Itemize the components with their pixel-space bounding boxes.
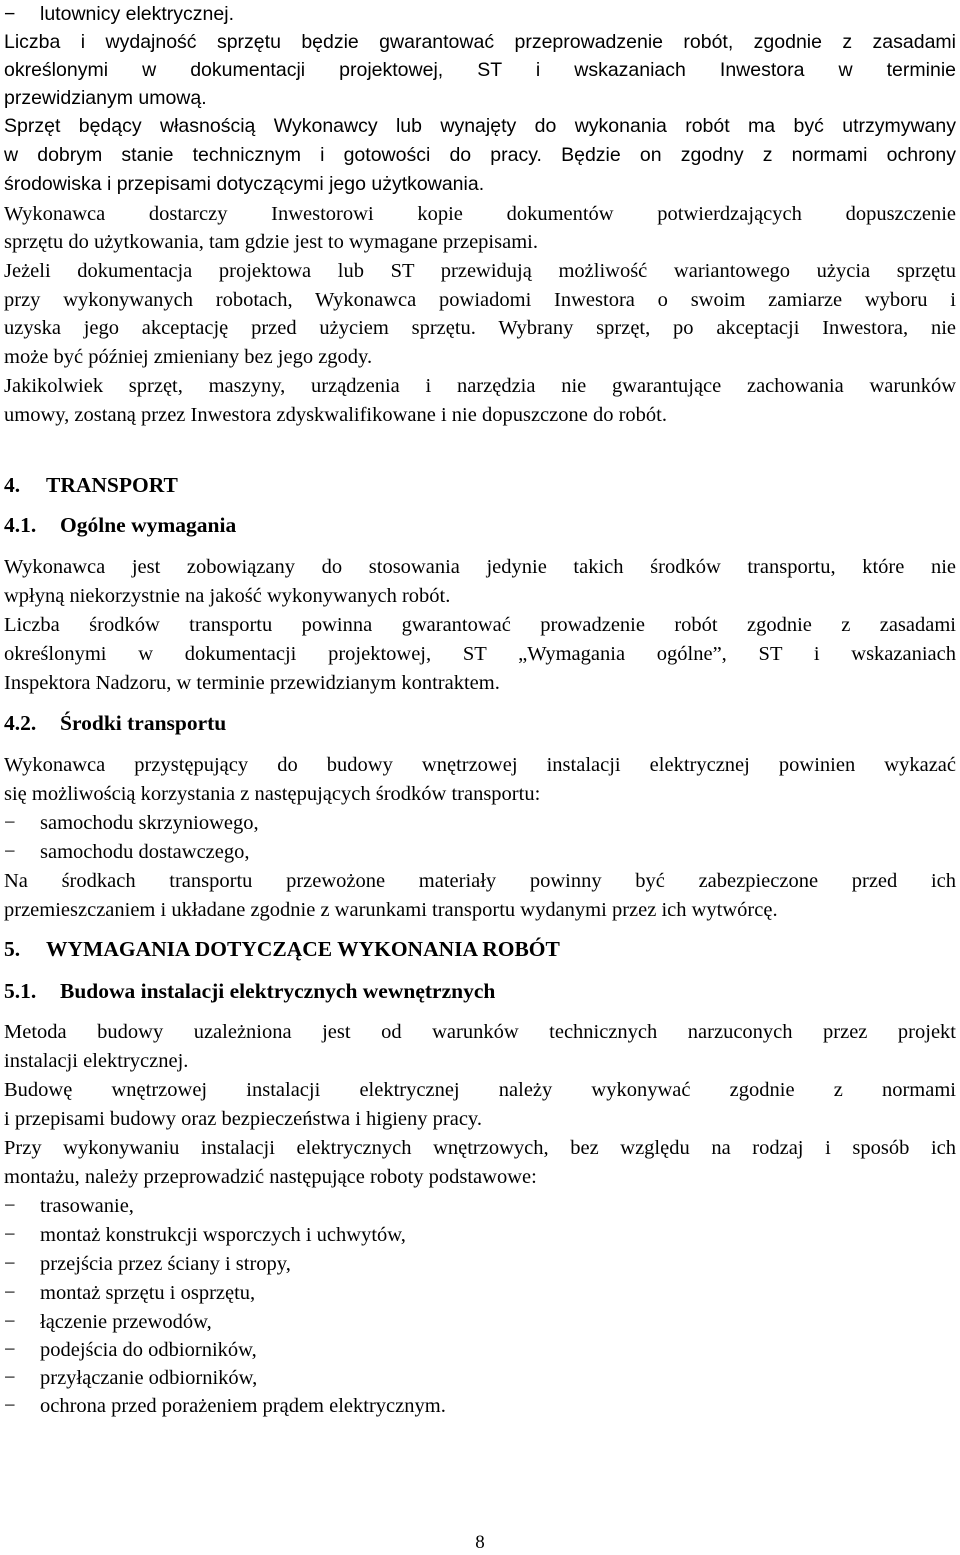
text-line: Wykonawca jest zobowiązany do stosowania jedynie takich środków transportu, które nie bbox=[4, 556, 956, 578]
text-line: Metoda budowy uzależniona jest od warunków technicznych narzuconych przez projekt bbox=[4, 1021, 956, 1043]
text-line: Jeżeli dokumentacja projektowa lub ST przewidują możliwość wariantowego użycia sprzętu bbox=[4, 260, 956, 282]
list-item-text: samochodu dostawczego, bbox=[40, 841, 250, 863]
list-item-text: łączenie przewodów, bbox=[40, 1311, 212, 1333]
section-number: 4.2. bbox=[4, 711, 37, 735]
text-line: instalacji elektrycznej. bbox=[4, 1050, 189, 1072]
text-line: Inspektora Nadzoru, w terminie przewidzianym kontraktem. bbox=[4, 672, 500, 694]
text-line: wpłyną niekorzystnie na jakość wykonywanych robót. bbox=[4, 585, 451, 607]
list-item-text: montaż sprzętu i osprzętu, bbox=[40, 1282, 256, 1304]
section-number: 4.1. bbox=[4, 513, 37, 537]
text-line: Wykonawca przystępujący do budowy wnętrzowej instalacji elektrycznej powinien wykazać bbox=[4, 754, 956, 776]
section-title: Ogólne wymagania bbox=[60, 513, 237, 537]
dash-bullet: − bbox=[4, 3, 16, 25]
text-line: się możliwością korzystania z następujących środków transportu: bbox=[4, 783, 541, 805]
section-title: Budowa instalacji elektrycznych wewnętrznych bbox=[60, 979, 496, 1003]
section-title: Środki transportu bbox=[60, 711, 227, 735]
dash-bullet: − bbox=[4, 1253, 16, 1275]
list-item-text: lutownicy elektrycznej. bbox=[40, 3, 234, 25]
section-number: 5. bbox=[4, 937, 21, 961]
text-line: przemieszczaniem i układane zgodnie z warunkami transportu wydanymi przez ich wytwórcę. bbox=[4, 899, 778, 921]
text-line: uzyska jego akceptację przed użyciem sprzętu. Wybrany sprzęt, po akceptacji Inwestora, nie bbox=[4, 317, 956, 339]
text-line: i przepisami budowy oraz bezpieczeństwa i higieny pracy. bbox=[4, 1108, 482, 1130]
list-item-text: montaż konstrukcji wsporczych i uchwytów, bbox=[40, 1224, 406, 1246]
text-line: sprzętu do użytkowania, tam gdzie jest to wymagane przepisami. bbox=[4, 231, 538, 253]
text-line: montażu, należy przeprowadzić następujące roboty podstawowe: bbox=[4, 1166, 537, 1188]
text-line: określonymi w dokumentacji projektowej, ST i wskazaniach Inwestora w terminie bbox=[4, 59, 956, 81]
list-item-text: przyłączanie odbiorników, bbox=[40, 1367, 258, 1389]
text-line: Jakikolwiek sprzęt, maszyny, urządzenia i narzędzia nie gwarantujące zachowania warunków bbox=[4, 375, 956, 397]
dash-bullet: − bbox=[4, 1367, 16, 1389]
text-line: określonymi w dokumentacji projektowej, ST „Wymagania ogólne”, ST i wskazaniach bbox=[4, 643, 956, 665]
dash-bullet: − bbox=[4, 1282, 16, 1304]
text-line: może być później zmieniany bez jego zgody. bbox=[4, 346, 373, 368]
list-item-text: samochodu skrzyniowego, bbox=[40, 812, 259, 834]
text-line: w dobrym stanie technicznym i gotowości do pracy. Będzie on zgodny z normami ochrony bbox=[4, 144, 956, 166]
text-line: Liczba i wydajność sprzętu będzie gwarantować przeprowadzenie robót, zgodnie z zasadami bbox=[4, 31, 956, 53]
text-line: Na środkach transportu przewożone materiały powinny być zabezpieczone przed ich bbox=[4, 870, 956, 892]
dash-bullet: − bbox=[4, 1311, 16, 1333]
text-line: Sprzęt będący własnością Wykonawcy lub wynajęty do wykonania robót ma być utrzymywany bbox=[4, 115, 956, 137]
text-line: Liczba środków transportu powinna gwarantować prowadzenie robót zgodnie z zasadami bbox=[4, 614, 956, 636]
dash-bullet: − bbox=[4, 1395, 16, 1417]
text-line: umowy, zostaną przez Inwestora zdyskwalifikowane i nie dopuszczone do robót. bbox=[4, 404, 667, 426]
section-number: 5.1. bbox=[4, 979, 37, 1003]
section-title: TRANSPORT bbox=[46, 473, 178, 497]
list-item-text: podejścia do odbiorników, bbox=[40, 1339, 257, 1361]
page-number: 8 bbox=[475, 1532, 485, 1553]
text-line: Budowę wnętrzowej instalacji elektrycznej należy wykonywać zgodnie z normami bbox=[4, 1079, 956, 1101]
list-item-text: ochrona przed porażeniem prądem elektrycznym. bbox=[40, 1395, 446, 1417]
dash-bullet: − bbox=[4, 812, 16, 834]
dash-bullet: − bbox=[4, 1339, 16, 1361]
text-line: przy wykonywanych robotach, Wykonawca powiadomi Inwestora o swoim zamiarze wyboru i bbox=[4, 289, 956, 311]
list-item-text: trasowanie, bbox=[40, 1195, 134, 1217]
dash-bullet: − bbox=[4, 1224, 16, 1246]
dash-bullet: − bbox=[4, 1195, 16, 1217]
section-title: WYMAGANIA DOTYCZĄCE WYKONANIA ROBÓT bbox=[46, 937, 560, 961]
text-line: Wykonawca dostarczy Inwestorowi kopie dokumentów potwierdzających dopuszczenie bbox=[4, 203, 956, 225]
text-line: Przy wykonywaniu instalacji elektrycznych wnętrzowych, bez względu na rodzaj i sposób ich bbox=[4, 1137, 956, 1159]
dash-bullet: − bbox=[4, 841, 16, 863]
text-line: przewidzianym umową. bbox=[4, 87, 207, 109]
list-item-text: przejścia przez ściany i stropy, bbox=[40, 1253, 291, 1275]
section-number: 4. bbox=[4, 473, 21, 497]
text-line: środowiska i przepisami dotyczącymi jego użytkowania. bbox=[4, 173, 485, 195]
